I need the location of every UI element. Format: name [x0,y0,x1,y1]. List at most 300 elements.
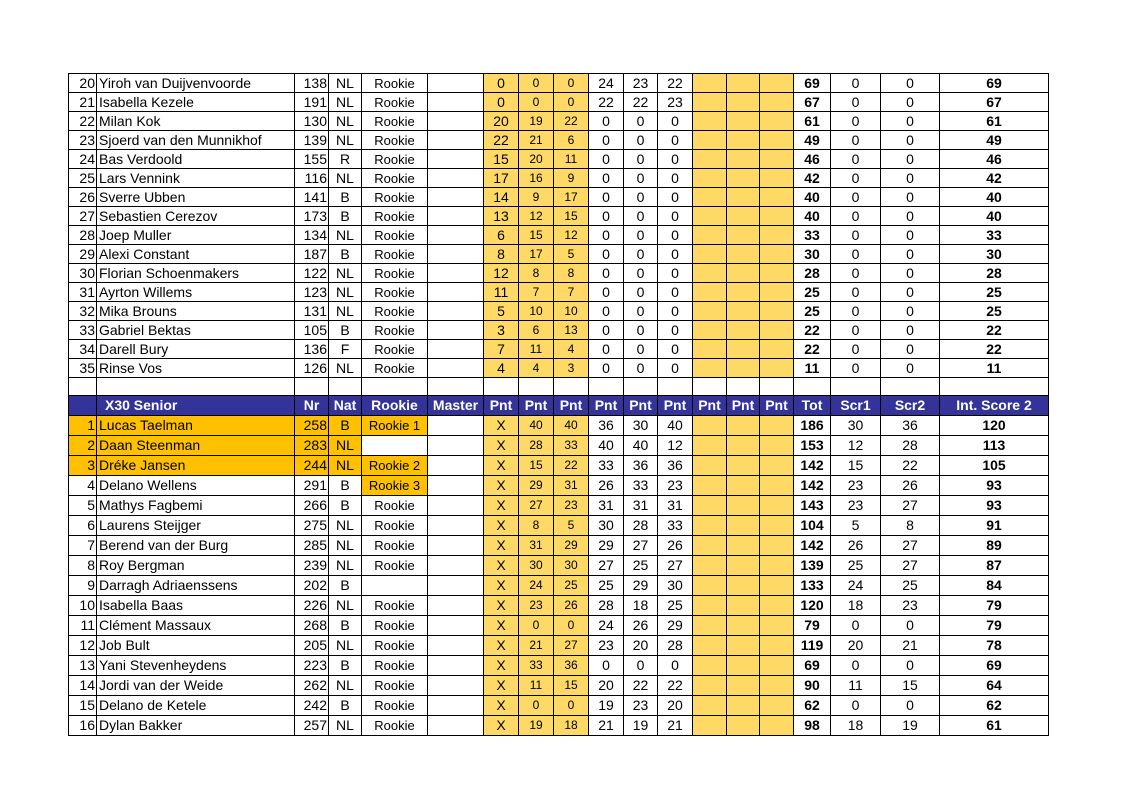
points-cell: 40 [589,436,624,456]
kart-number-cell: 226 [295,596,329,616]
points-cell: 0 [658,245,693,264]
rookie-cell: Rookie [362,340,428,359]
points-cell [760,516,794,536]
nationality-cell: NL [329,556,362,576]
header-pnt: Pnt [519,396,554,416]
header-pnt: Pnt [484,396,519,416]
points-cell: X [484,716,519,736]
header-position-cell [69,396,97,416]
points-cell: 36 [658,456,693,476]
kart-number-cell: 268 [295,616,329,636]
position-cell: 5 [69,496,97,516]
scratch2-cell: 0 [881,226,940,245]
points-cell [760,245,794,264]
master-cell [428,676,484,696]
scratch1-cell: 0 [831,340,881,359]
points-cell [727,496,760,516]
points-cell: 0 [624,226,658,245]
kart-number-cell: 131 [295,302,329,321]
header-nr: Nr [295,396,329,416]
points-cell: 0 [658,359,693,378]
rookie-cell: Rookie [362,226,428,245]
points-cell [727,302,760,321]
kart-number-cell: 191 [295,93,329,112]
scratch1-cell: 30 [831,416,881,436]
points-cell [760,283,794,302]
nationality-cell: B [329,496,362,516]
scratch1-cell: 0 [831,245,881,264]
points-cell: 20 [519,150,554,169]
scratch1-cell: 15 [831,456,881,476]
table-row [69,264,1049,283]
points-cell: 0 [658,656,693,676]
points-cell: 0 [589,226,624,245]
scratch2-cell: 28 [881,436,940,456]
nationality-cell: NL [329,636,362,656]
table-row [69,340,1049,359]
header-tot: Tot [794,396,831,416]
nationality-cell: NL [329,264,362,283]
driver-name-cell: Isabella Baas [97,596,295,616]
points-cell [693,716,727,736]
master-cell [428,456,484,476]
points-cell: 33 [554,436,589,456]
points-cell: 19 [589,696,624,716]
total-cell: 42 [794,169,831,188]
int-score-cell: 91 [940,516,1049,536]
points-cell [693,131,727,150]
scratch1-cell: 0 [831,150,881,169]
table-row [69,169,1049,188]
position-cell: 29 [69,245,97,264]
points-cell: 29 [589,536,624,556]
points-cell: 36 [554,656,589,676]
kart-number-cell: 130 [295,112,329,131]
nationality-cell: NL [329,169,362,188]
int-score-cell: 67 [940,93,1049,112]
int-score-cell: 30 [940,245,1049,264]
table-row [69,656,1049,676]
points-cell: 19 [624,716,658,736]
points-cell [727,576,760,596]
position-cell: 13 [69,656,97,676]
points-cell: 0 [519,93,554,112]
points-cell: 33 [658,516,693,536]
points-cell: 20 [624,636,658,656]
driver-name-cell: Roy Bergman [97,556,295,576]
points-cell: 22 [554,112,589,131]
scratch1-cell: 0 [831,169,881,188]
points-cell: 0 [589,359,624,378]
points-cell [727,74,760,93]
points-cell: 28 [624,516,658,536]
scratch1-cell: 0 [831,131,881,150]
int-score-cell: 40 [940,188,1049,207]
points-cell: 15 [519,226,554,245]
table-row [69,131,1049,150]
points-cell: X [484,496,519,516]
header-pnt: Pnt [658,396,693,416]
kart-number-cell: 136 [295,340,329,359]
total-cell: 142 [794,536,831,556]
driver-name-cell: Delano de Ketele [97,696,295,716]
driver-name-cell: Alexi Constant [97,245,295,264]
nationality-cell: R [329,150,362,169]
master-cell [428,556,484,576]
points-cell [760,169,794,188]
master-cell [428,245,484,264]
points-cell: 0 [519,74,554,93]
driver-name-cell: Sebastien Cerezov [97,207,295,226]
int-score-cell: 22 [940,321,1049,340]
table-row [69,74,1049,93]
scratch2-cell: 0 [881,302,940,321]
driver-name-cell: Berend van der Burg [97,536,295,556]
rookie-cell: Rookie [362,150,428,169]
header-pnt: Pnt [693,396,727,416]
scratch2-cell: 0 [881,264,940,283]
empty-cell [727,378,760,396]
points-cell: 23 [624,74,658,93]
points-cell: 11 [554,150,589,169]
driver-name-cell: Darell Bury [97,340,295,359]
master-cell [428,188,484,207]
scratch2-cell: 36 [881,416,940,436]
kart-number-cell: 116 [295,169,329,188]
empty-cell [554,378,589,396]
int-score-cell: 11 [940,359,1049,378]
points-cell: 10 [554,302,589,321]
total-cell: 143 [794,496,831,516]
points-cell: 12 [554,226,589,245]
points-cell: 25 [589,576,624,596]
table-row [69,596,1049,616]
points-cell [693,150,727,169]
driver-name-cell: Daan Steenman [97,436,295,456]
points-cell: 36 [589,416,624,436]
kart-number-cell: 244 [295,456,329,476]
points-cell: 20 [589,676,624,696]
points-cell: X [484,436,519,456]
points-cell: 22 [484,131,519,150]
points-cell [760,556,794,576]
points-cell [693,436,727,456]
points-cell: 3 [554,359,589,378]
points-cell [693,696,727,716]
scratch1-cell: 11 [831,676,881,696]
points-cell: 0 [589,169,624,188]
results-table [68,73,1049,736]
scratch1-cell: 0 [831,321,881,340]
kart-number-cell: 126 [295,359,329,378]
scratch2-cell: 0 [881,169,940,188]
driver-name-cell: Florian Schoenmakers [97,264,295,283]
master-cell [428,476,484,496]
points-cell [760,207,794,226]
empty-cell [295,378,329,396]
points-cell: 22 [624,676,658,696]
scratch1-cell: 0 [831,359,881,378]
points-cell [693,656,727,676]
int-score-cell: 62 [940,696,1049,716]
points-cell: 0 [658,340,693,359]
position-cell: 27 [69,207,97,226]
kart-number-cell: 138 [295,74,329,93]
int-score-cell: 79 [940,596,1049,616]
master-cell [428,536,484,556]
points-cell: 21 [519,636,554,656]
table-row [69,359,1049,378]
nationality-cell: NL [329,302,362,321]
points-cell: 29 [658,616,693,636]
position-cell: 14 [69,676,97,696]
position-cell: 12 [69,636,97,656]
scratch2-cell: 19 [881,716,940,736]
rookie-cell: Rookie [362,245,428,264]
scratch2-cell: 25 [881,576,940,596]
master-cell [428,264,484,283]
rookie-cell: Rookie [362,536,428,556]
kart-number-cell: 122 [295,264,329,283]
scratch2-cell: 0 [881,74,940,93]
points-cell: 23 [589,636,624,656]
points-cell: 23 [624,696,658,716]
scratch1-cell: 23 [831,476,881,496]
rookie-cell: Rookie 2 [362,456,428,476]
rookie-cell: Rookie [362,169,428,188]
master-cell [428,283,484,302]
master-cell [428,716,484,736]
points-cell: 0 [658,321,693,340]
kart-number-cell: 202 [295,576,329,596]
points-cell: 30 [624,416,658,436]
points-cell: 30 [658,576,693,596]
points-cell: 26 [624,616,658,636]
points-cell: 40 [519,416,554,436]
int-score-cell: 46 [940,150,1049,169]
points-cell: 0 [624,188,658,207]
points-cell: 31 [589,496,624,516]
points-cell: 28 [589,596,624,616]
points-cell: 7 [484,340,519,359]
points-cell [727,93,760,112]
driver-name-cell: Laurens Steijger [97,516,295,536]
scratch2-cell: 0 [881,340,940,359]
points-cell: 0 [658,112,693,131]
scratch1-cell: 12 [831,436,881,456]
points-cell: 0 [589,131,624,150]
table-row [69,636,1049,656]
points-cell: 20 [484,112,519,131]
empty-cell [519,378,554,396]
empty-cell [693,378,727,396]
nationality-cell: NL [329,131,362,150]
driver-name-cell: Yiroh van Duijvenvoorde [97,74,295,93]
points-cell: X [484,536,519,556]
section-header-row [69,396,1049,416]
master-cell [428,207,484,226]
points-cell [727,359,760,378]
scratch1-cell: 20 [831,636,881,656]
points-cell: 15 [554,207,589,226]
int-score-cell: 40 [940,207,1049,226]
nationality-cell: NL [329,112,362,131]
scratch2-cell: 26 [881,476,940,496]
points-cell: 25 [554,576,589,596]
nationality-cell: NL [329,536,362,556]
nationality-cell: B [329,207,362,226]
nationality-cell: B [329,616,362,636]
points-cell: 11 [519,340,554,359]
points-cell: X [484,516,519,536]
scratch2-cell: 0 [881,616,940,636]
scratch2-cell: 0 [881,696,940,716]
points-cell: 0 [658,226,693,245]
master-cell [428,131,484,150]
table-row [69,516,1049,536]
scratch2-cell: 27 [881,496,940,516]
points-cell [693,302,727,321]
points-cell [760,150,794,169]
scratch1-cell: 25 [831,556,881,576]
int-score-cell: 42 [940,169,1049,188]
points-cell: 8 [519,516,554,536]
table-row [69,496,1049,516]
points-cell [760,676,794,696]
points-cell [693,496,727,516]
kart-number-cell: 239 [295,556,329,576]
scratch1-cell: 18 [831,596,881,616]
points-cell: 0 [624,302,658,321]
points-cell: 27 [589,556,624,576]
position-cell: 24 [69,150,97,169]
points-cell: 21 [519,131,554,150]
points-cell [693,207,727,226]
int-score-cell: 25 [940,283,1049,302]
points-cell [727,476,760,496]
rookie-cell: Rookie 3 [362,476,428,496]
points-cell: 19 [519,716,554,736]
table-row [69,150,1049,169]
master-cell [428,74,484,93]
points-cell [760,496,794,516]
int-score-cell: 93 [940,476,1049,496]
points-cell: 30 [554,556,589,576]
points-cell [727,226,760,245]
header-int-score: Int. Score 2 [940,396,1049,416]
position-cell: 8 [69,556,97,576]
scratch2-cell: 27 [881,556,940,576]
points-cell: 30 [589,516,624,536]
points-cell: 24 [589,616,624,636]
kart-number-cell: 139 [295,131,329,150]
table-row [69,536,1049,556]
scratch1-cell: 0 [831,656,881,676]
points-cell [693,536,727,556]
position-cell: 20 [69,74,97,93]
table-row [69,576,1049,596]
int-score-cell: 84 [940,576,1049,596]
points-cell: 0 [658,302,693,321]
position-cell: 23 [69,131,97,150]
table-row [69,112,1049,131]
points-cell: 33 [624,476,658,496]
points-cell [693,616,727,636]
points-cell: 36 [624,456,658,476]
position-cell: 31 [69,283,97,302]
points-cell: 0 [589,321,624,340]
table-row [69,245,1049,264]
points-cell: 31 [658,496,693,516]
points-cell: 29 [554,536,589,556]
points-cell: 19 [519,112,554,131]
driver-name-cell: Yani Stevenheydens [97,656,295,676]
points-cell: 31 [624,496,658,516]
points-cell: 11 [484,283,519,302]
points-cell: 0 [589,207,624,226]
scratch2-cell: 8 [881,516,940,536]
points-cell [727,656,760,676]
points-cell: 7 [554,283,589,302]
rookie-cell [362,576,428,596]
nationality-cell: NL [329,283,362,302]
points-cell [760,340,794,359]
points-cell [727,150,760,169]
points-cell [760,616,794,636]
points-cell: 25 [624,556,658,576]
total-cell: 153 [794,436,831,456]
rookie-cell: Rookie [362,696,428,716]
rookie-cell: Rookie [362,93,428,112]
points-cell: 26 [658,536,693,556]
points-cell: 24 [589,74,624,93]
driver-name-cell: Clément Massaux [97,616,295,636]
driver-name-cell: Mika Brouns [97,302,295,321]
points-cell [760,696,794,716]
header-master: Master [428,396,484,416]
empty-cell [97,378,295,396]
points-cell: 0 [589,283,624,302]
position-cell: 33 [69,321,97,340]
nationality-cell: NL [329,93,362,112]
points-cell [693,636,727,656]
nationality-cell: NL [329,676,362,696]
table-row [69,321,1049,340]
rookie-cell: Rookie [362,112,428,131]
driver-name-cell: Lucas Taelman [97,416,295,436]
position-cell: 3 [69,456,97,476]
points-cell [727,264,760,283]
position-cell: 11 [69,616,97,636]
kart-number-cell: 266 [295,496,329,516]
kart-number-cell: 291 [295,476,329,496]
points-cell: 0 [589,150,624,169]
kart-number-cell: 262 [295,676,329,696]
nationality-cell: NL [329,436,362,456]
empty-cell [624,378,658,396]
kart-number-cell: 105 [295,321,329,340]
points-cell: 0 [658,264,693,283]
points-cell [727,436,760,456]
header-scr2: Scr2 [881,396,940,416]
points-cell [760,226,794,245]
points-cell: 33 [589,456,624,476]
points-cell: 0 [484,93,519,112]
points-cell: 12 [519,207,554,226]
points-cell: 16 [519,169,554,188]
scratch2-cell: 0 [881,112,940,131]
points-cell [693,74,727,93]
